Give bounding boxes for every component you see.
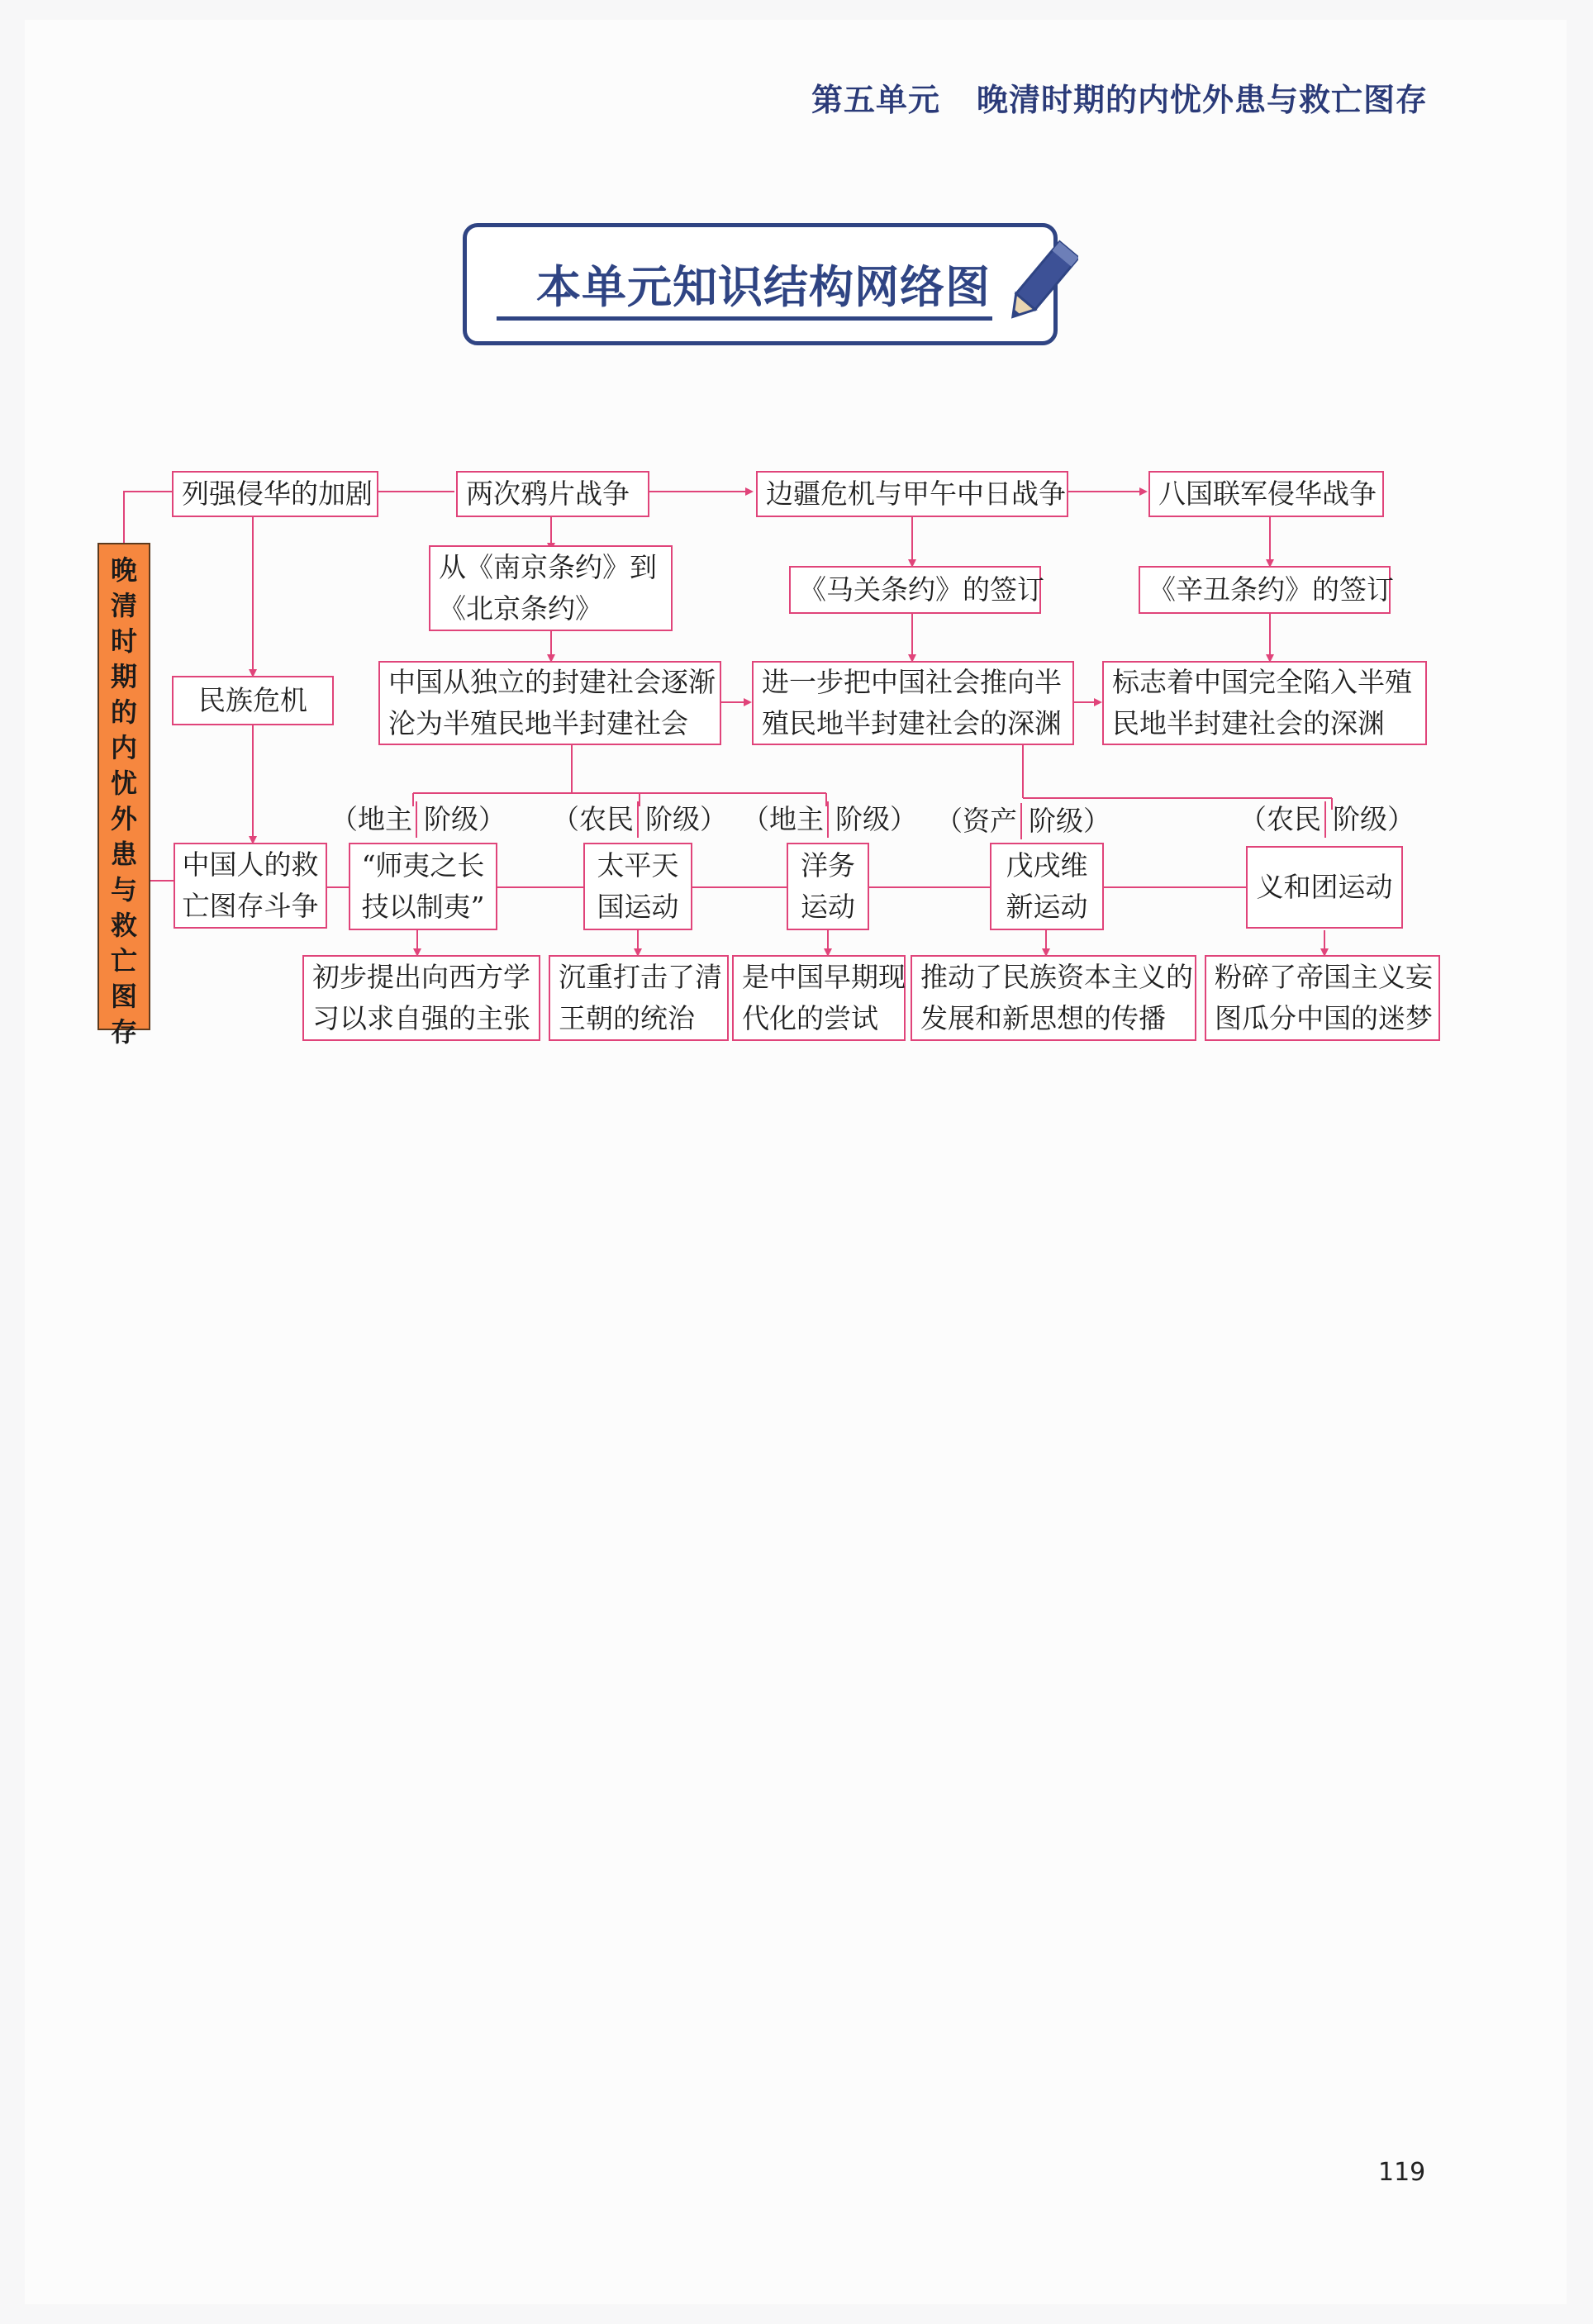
consequence-2-line-1: 进一步把中国社会推向半 xyxy=(762,666,1062,698)
treaty-box-nanjing-beijing xyxy=(429,545,673,631)
class-suffix-5: 阶级 xyxy=(1324,801,1387,838)
movement-box-3 xyxy=(787,843,869,930)
movement-box-4 xyxy=(990,843,1104,930)
class-label-4 xyxy=(935,803,1110,839)
significance-box-4 xyxy=(911,955,1196,1041)
treaty-label-shimonoseki: 《马关条约》的签订 xyxy=(799,573,1044,606)
class-label-1 xyxy=(330,801,506,838)
significance-box-3 xyxy=(732,955,906,1041)
movement-box-5 xyxy=(1246,846,1403,929)
national-crisis-box xyxy=(172,676,334,725)
significance-5-line-2: 图瓜分中国的迷梦 xyxy=(1215,1002,1433,1034)
class-suffix-4: 阶级 xyxy=(1020,803,1083,839)
war-box-border-sino-japanese xyxy=(756,471,1068,517)
consequence-box-3 xyxy=(1102,661,1427,745)
struggle-line-1: 中国人的救 xyxy=(182,848,319,881)
movement-4-line-1: 戊戌维 xyxy=(1006,849,1088,882)
consequence-box-1 xyxy=(378,661,721,745)
significance-1-line-2: 习以求自强的主张 xyxy=(312,1002,530,1034)
movement-3-line-1: 洋务 xyxy=(801,849,855,882)
consequence-3-line-1: 标志着中国完全陷入半殖 xyxy=(1112,666,1412,698)
class-end-3: ） xyxy=(890,803,917,835)
class-prefix-4: （资产 xyxy=(935,805,1017,837)
class-label-2 xyxy=(552,801,727,838)
significance-box-1 xyxy=(302,955,540,1041)
class-end-2: ） xyxy=(700,803,727,835)
war-label-eight: 八国联军侵华战争 xyxy=(1158,478,1377,510)
significance-5-line-1: 粉碎了帝国主义妄 xyxy=(1215,961,1433,993)
treaty-box-boxer-protocol xyxy=(1139,566,1394,614)
movement-4-line-2: 新运动 xyxy=(1006,891,1088,923)
movement-box-2 xyxy=(583,843,692,930)
movement-box-1 xyxy=(349,843,497,930)
treaty-line-1: 从《南京条约》到 xyxy=(439,551,657,583)
national-crisis-label: 民族危机 xyxy=(198,684,307,716)
class-prefix-5: （农民 xyxy=(1239,803,1321,835)
banner-title: 本单元知识结构网络图 xyxy=(536,261,991,313)
war-box-opium xyxy=(456,471,649,517)
class-label-5 xyxy=(1239,801,1415,838)
class-end-4: ） xyxy=(1083,805,1110,837)
significance-4-line-1: 推动了民族资本主义的 xyxy=(920,961,1193,993)
movement-1-line-2: 技以制夷” xyxy=(361,891,485,923)
significance-2-line-1: 沉重打击了清 xyxy=(559,961,722,993)
war-box-eight-nation xyxy=(1148,471,1384,517)
connector-root-aggression xyxy=(124,492,172,543)
unit-title: 晚清时期的内忧外患与救亡图存 xyxy=(976,82,1428,118)
class-suffix-3: 阶级 xyxy=(827,801,890,838)
root-topic: 晚清时期的内忧外患与救亡图存 xyxy=(97,543,150,1030)
treaty-box-shimonoseki xyxy=(789,566,1044,614)
treaty-line-2: 《北京条约》 xyxy=(439,592,602,625)
aggression-box xyxy=(172,471,378,517)
significance-3-line-1: 是中国早期现 xyxy=(742,961,906,993)
movement-2-line-1: 太平天 xyxy=(597,849,679,882)
treaty-label-boxer: 《辛丑条约》的签订 xyxy=(1148,573,1394,606)
class-suffix-2: 阶级 xyxy=(637,801,700,838)
struggle-line-2: 亡图存斗争 xyxy=(182,890,319,922)
class-prefix-1: （地主 xyxy=(330,803,412,835)
aggression-label: 列强侵华的加剧 xyxy=(182,478,373,510)
movement-3-line-2: 运动 xyxy=(801,891,855,923)
struggle-box xyxy=(174,843,327,929)
movement-2-line-2: 国运动 xyxy=(597,891,679,923)
consequence-1-line-1: 中国从独立的封建社会逐渐 xyxy=(388,666,716,698)
significance-4-line-2: 发展和新思想的传播 xyxy=(920,1002,1166,1034)
consequence-2-line-2: 殖民地半封建社会的深渊 xyxy=(762,707,1062,739)
class-end-5: ） xyxy=(1387,803,1415,835)
consequence-3-line-2: 民地半封建社会的深渊 xyxy=(1112,707,1385,739)
movement-1-line-1: “师夷之长 xyxy=(361,849,485,882)
consequence-box-2 xyxy=(752,661,1074,745)
war-label-opium: 两次鸦片战争 xyxy=(466,478,630,510)
class-suffix-1: 阶级 xyxy=(416,801,478,838)
class-label-3 xyxy=(742,801,917,838)
significance-1-line-1: 初步提出向西方学 xyxy=(312,961,530,993)
movement-5-line-1: 义和团运动 xyxy=(1256,871,1393,903)
class-prefix-2: （农民 xyxy=(552,803,634,835)
class-end-1: ） xyxy=(478,803,506,835)
class-prefix-3: （地主 xyxy=(742,803,824,835)
significance-box-2 xyxy=(549,955,729,1041)
unit-label: 第五单元 xyxy=(811,82,940,118)
war-label-border: 边疆危机与甲午中日战争 xyxy=(766,478,1066,510)
significance-box-5 xyxy=(1205,955,1440,1041)
page-number: 119 xyxy=(1378,2158,1426,2187)
consequence-1-line-2: 沦为半殖民地半封建社会 xyxy=(388,707,688,739)
significance-2-line-2: 王朝的统治 xyxy=(559,1002,695,1034)
significance-3-line-2: 代化的尝试 xyxy=(742,1002,878,1034)
